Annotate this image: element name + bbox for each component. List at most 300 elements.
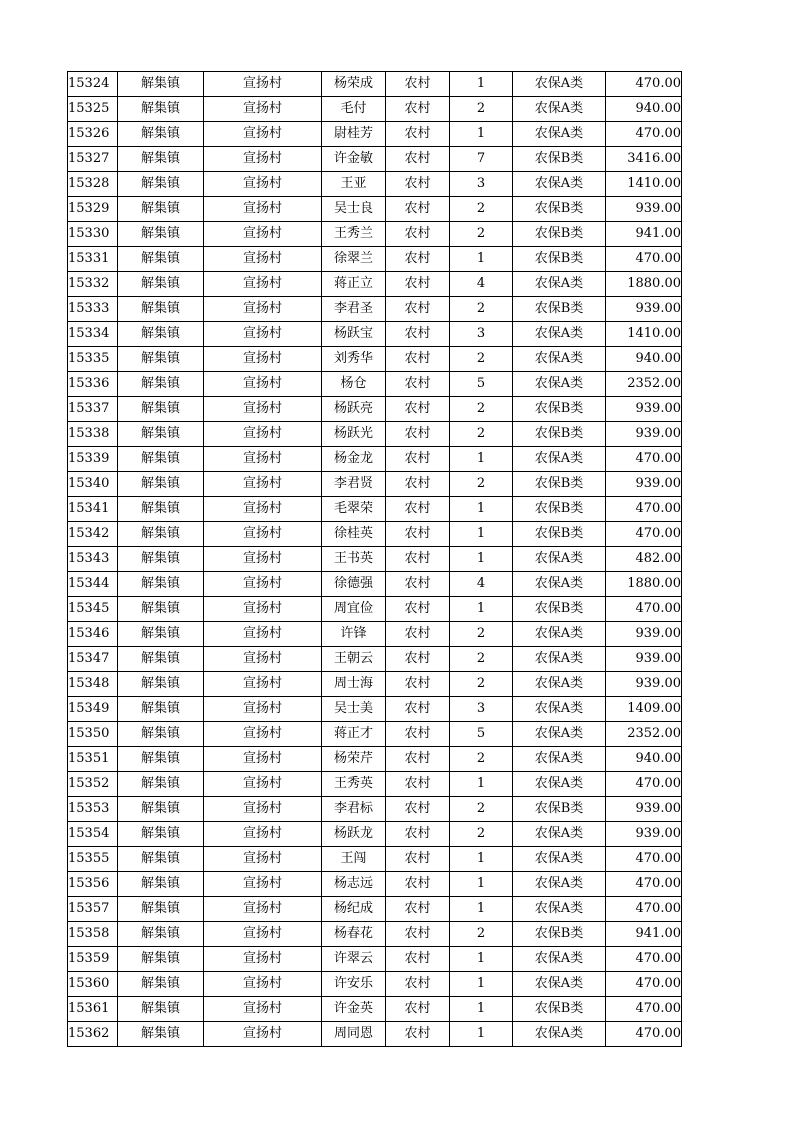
area-type-cell: 农村 [386,222,450,247]
name-cell: 杨跃龙 [322,822,386,847]
area-type-cell: 农村 [386,972,450,997]
amount-cell: 1880.00 [606,572,682,597]
town-cell: 解集镇 [118,697,204,722]
count-cell: 2 [450,472,513,497]
table-row [68,772,682,797]
village-cell: 宣扬村 [204,422,322,447]
area-type-cell: 农村 [386,872,450,897]
serial-cell: 15354 [68,822,118,847]
table-row [68,122,682,147]
serial-cell: 15339 [68,447,118,472]
area-type-cell: 农村 [386,97,450,122]
serial-cell: 15333 [68,297,118,322]
name-cell: 李君圣 [322,297,386,322]
amount-cell: 1410.00 [606,172,682,197]
amount-cell: 470.00 [606,972,682,997]
name-cell: 李君贤 [322,472,386,497]
town-cell: 解集镇 [118,647,204,672]
table-row [68,747,682,772]
table-row [68,447,682,472]
serial-cell: 15351 [68,747,118,772]
count-cell: 2 [450,197,513,222]
category-cell: 农保B类 [513,422,606,447]
amount-cell: 941.00 [606,922,682,947]
amount-cell: 470.00 [606,997,682,1022]
amount-cell: 470.00 [606,872,682,897]
area-type-cell: 农村 [386,497,450,522]
amount-cell: 939.00 [606,422,682,447]
name-cell: 杨荣芹 [322,747,386,772]
village-cell: 宣扬村 [204,247,322,272]
count-cell: 5 [450,372,513,397]
category-cell: 农保B类 [513,597,606,622]
town-cell: 解集镇 [118,397,204,422]
serial-cell: 15348 [68,672,118,697]
count-cell: 1 [450,997,513,1022]
area-type-cell: 农村 [386,647,450,672]
category-cell: 农保A类 [513,972,606,997]
name-cell: 王书英 [322,547,386,572]
count-cell: 2 [450,647,513,672]
village-cell: 宣扬村 [204,997,322,1022]
area-type-cell: 农村 [386,297,450,322]
name-cell: 徐德强 [322,572,386,597]
serial-cell: 15341 [68,497,118,522]
town-cell: 解集镇 [118,447,204,472]
town-cell: 解集镇 [118,822,204,847]
table-row [68,722,682,747]
village-cell: 宣扬村 [204,872,322,897]
village-cell: 宣扬村 [204,622,322,647]
serial-cell: 15335 [68,347,118,372]
name-cell: 蒋正立 [322,272,386,297]
town-cell: 解集镇 [118,547,204,572]
village-cell: 宣扬村 [204,272,322,297]
town-cell: 解集镇 [118,172,204,197]
village-cell: 宣扬村 [204,772,322,797]
count-cell: 2 [450,347,513,372]
area-type-cell: 农村 [386,422,450,447]
count-cell: 2 [450,622,513,647]
table-row [68,872,682,897]
serial-cell: 15359 [68,947,118,972]
category-cell: 农保A类 [513,722,606,747]
count-cell: 2 [450,672,513,697]
amount-cell: 470.00 [606,247,682,272]
village-cell: 宣扬村 [204,947,322,972]
town-cell: 解集镇 [118,472,204,497]
category-cell: 农保A类 [513,822,606,847]
table-row [68,547,682,572]
count-cell: 3 [450,172,513,197]
category-cell: 农保B类 [513,297,606,322]
serial-cell: 15334 [68,322,118,347]
count-cell: 7 [450,147,513,172]
area-type-cell: 农村 [386,347,450,372]
village-cell: 宣扬村 [204,897,322,922]
town-cell: 解集镇 [118,797,204,822]
count-cell: 1 [450,847,513,872]
count-cell: 2 [450,797,513,822]
count-cell: 2 [450,297,513,322]
area-type-cell: 农村 [386,322,450,347]
town-cell: 解集镇 [118,947,204,972]
serial-cell: 15350 [68,722,118,747]
area-type-cell: 农村 [386,747,450,772]
area-type-cell: 农村 [386,197,450,222]
name-cell: 杨跃宝 [322,322,386,347]
table-row [68,347,682,372]
category-cell: 农保B类 [513,247,606,272]
table-row [68,1022,682,1047]
table-row [68,822,682,847]
count-cell: 1 [450,772,513,797]
area-type-cell: 农村 [386,447,450,472]
table-row [68,647,682,672]
town-cell: 解集镇 [118,147,204,172]
table-row [68,422,682,447]
table-row [68,972,682,997]
serial-cell: 15344 [68,572,118,597]
amount-cell: 940.00 [606,347,682,372]
count-cell: 1 [450,597,513,622]
village-cell: 宣扬村 [204,597,322,622]
amount-cell: 1880.00 [606,272,682,297]
serial-cell: 15357 [68,897,118,922]
town-cell: 解集镇 [118,597,204,622]
village-cell: 宣扬村 [204,722,322,747]
serial-cell: 15329 [68,197,118,222]
amount-cell: 939.00 [606,672,682,697]
serial-cell: 15347 [68,647,118,672]
table-row [68,622,682,647]
category-cell: 农保B类 [513,997,606,1022]
amount-cell: 482.00 [606,547,682,572]
table-row [68,197,682,222]
name-cell: 杨春花 [322,922,386,947]
village-cell: 宣扬村 [204,122,322,147]
count-cell: 1 [450,247,513,272]
area-type-cell: 农村 [386,372,450,397]
category-cell: 农保B类 [513,522,606,547]
town-cell: 解集镇 [118,347,204,372]
town-cell: 解集镇 [118,872,204,897]
town-cell: 解集镇 [118,522,204,547]
area-type-cell: 农村 [386,522,450,547]
category-cell: 农保A类 [513,372,606,397]
count-cell: 2 [450,822,513,847]
category-cell: 农保A类 [513,547,606,572]
category-cell: 农保A类 [513,847,606,872]
table-row [68,922,682,947]
category-cell: 农保A类 [513,672,606,697]
town-cell: 解集镇 [118,772,204,797]
table-row [68,97,682,122]
name-cell: 毛付 [322,97,386,122]
table-row [68,497,682,522]
village-cell: 宣扬村 [204,747,322,772]
count-cell: 1 [450,547,513,572]
amount-cell: 470.00 [606,597,682,622]
village-cell: 宣扬村 [204,72,322,97]
name-cell: 周同恩 [322,1022,386,1047]
category-cell: 农保A类 [513,72,606,97]
village-cell: 宣扬村 [204,372,322,397]
count-cell: 2 [450,222,513,247]
serial-cell: 15346 [68,622,118,647]
name-cell: 许金敏 [322,147,386,172]
name-cell: 李君标 [322,797,386,822]
name-cell: 周宜俭 [322,597,386,622]
village-cell: 宣扬村 [204,847,322,872]
area-type-cell: 农村 [386,72,450,97]
town-cell: 解集镇 [118,197,204,222]
amount-cell: 941.00 [606,222,682,247]
category-cell: 农保B类 [513,197,606,222]
serial-cell: 15345 [68,597,118,622]
village-cell: 宣扬村 [204,697,322,722]
category-cell: 农保B类 [513,497,606,522]
count-cell: 3 [450,697,513,722]
name-cell: 杨仓 [322,372,386,397]
town-cell: 解集镇 [118,897,204,922]
village-cell: 宣扬村 [204,147,322,172]
town-cell: 解集镇 [118,572,204,597]
amount-cell: 939.00 [606,397,682,422]
category-cell: 农保B类 [513,922,606,947]
town-cell: 解集镇 [118,997,204,1022]
serial-cell: 15358 [68,922,118,947]
village-cell: 宣扬村 [204,197,322,222]
amount-cell: 3416.00 [606,147,682,172]
serial-cell: 15337 [68,397,118,422]
area-type-cell: 农村 [386,722,450,747]
serial-cell: 15342 [68,522,118,547]
category-cell: 农保A类 [513,747,606,772]
count-cell: 1 [450,897,513,922]
village-cell: 宣扬村 [204,572,322,597]
amount-cell: 470.00 [606,772,682,797]
table-row [68,472,682,497]
amount-cell: 939.00 [606,197,682,222]
town-cell: 解集镇 [118,497,204,522]
area-type-cell: 农村 [386,1022,450,1047]
table-row [68,697,682,722]
area-type-cell: 农村 [386,672,450,697]
town-cell: 解集镇 [118,297,204,322]
data-table [67,71,682,1047]
count-cell: 1 [450,947,513,972]
serial-cell: 15360 [68,972,118,997]
category-cell: 农保A类 [513,322,606,347]
name-cell: 杨荣成 [322,72,386,97]
amount-cell: 2352.00 [606,372,682,397]
category-cell: 农保B类 [513,222,606,247]
village-cell: 宣扬村 [204,522,322,547]
table-row [68,797,682,822]
amount-cell: 470.00 [606,897,682,922]
town-cell: 解集镇 [118,272,204,297]
count-cell: 4 [450,272,513,297]
name-cell: 王闯 [322,847,386,872]
category-cell: 农保B类 [513,797,606,822]
area-type-cell: 农村 [386,397,450,422]
serial-cell: 15330 [68,222,118,247]
category-cell: 农保B类 [513,397,606,422]
spreadsheet-page [67,71,682,1047]
village-cell: 宣扬村 [204,972,322,997]
village-cell: 宣扬村 [204,672,322,697]
table-row [68,247,682,272]
category-cell: 农保A类 [513,772,606,797]
area-type-cell: 农村 [386,847,450,872]
town-cell: 解集镇 [118,847,204,872]
area-type-cell: 农村 [386,122,450,147]
area-type-cell: 农村 [386,147,450,172]
count-cell: 1 [450,497,513,522]
category-cell: 农保A类 [513,572,606,597]
serial-cell: 15328 [68,172,118,197]
area-type-cell: 农村 [386,597,450,622]
village-cell: 宣扬村 [204,297,322,322]
serial-cell: 15325 [68,97,118,122]
category-cell: 农保A类 [513,872,606,897]
table-row [68,72,682,97]
count-cell: 4 [450,572,513,597]
amount-cell: 470.00 [606,522,682,547]
village-cell: 宣扬村 [204,222,322,247]
name-cell: 王亚 [322,172,386,197]
table-row [68,997,682,1022]
area-type-cell: 农村 [386,897,450,922]
name-cell: 吴士良 [322,197,386,222]
amount-cell: 939.00 [606,297,682,322]
village-cell: 宣扬村 [204,397,322,422]
village-cell: 宣扬村 [204,172,322,197]
name-cell: 蒋正才 [322,722,386,747]
table-row [68,572,682,597]
serial-cell: 15338 [68,422,118,447]
name-cell: 许金英 [322,997,386,1022]
table-row [68,272,682,297]
category-cell: 农保A类 [513,622,606,647]
serial-cell: 15349 [68,697,118,722]
village-cell: 宣扬村 [204,822,322,847]
category-cell: 农保A类 [513,947,606,972]
name-cell: 王朝云 [322,647,386,672]
village-cell: 宣扬村 [204,1022,322,1047]
category-cell: 农保A类 [513,272,606,297]
category-cell: 农保A类 [513,697,606,722]
table-row [68,597,682,622]
count-cell: 1 [450,1022,513,1047]
town-cell: 解集镇 [118,972,204,997]
amount-cell: 939.00 [606,472,682,497]
town-cell: 解集镇 [118,422,204,447]
town-cell: 解集镇 [118,922,204,947]
category-cell: 农保A类 [513,1022,606,1047]
name-cell: 王秀英 [322,772,386,797]
serial-cell: 15355 [68,847,118,872]
count-cell: 1 [450,447,513,472]
town-cell: 解集镇 [118,72,204,97]
village-cell: 宣扬村 [204,647,322,672]
village-cell: 宣扬村 [204,497,322,522]
count-cell: 2 [450,422,513,447]
table-row [68,522,682,547]
count-cell: 5 [450,722,513,747]
name-cell: 杨纪成 [322,897,386,922]
town-cell: 解集镇 [118,747,204,772]
village-cell: 宣扬村 [204,797,322,822]
category-cell: 农保A类 [513,447,606,472]
category-cell: 农保B类 [513,472,606,497]
serial-cell: 15340 [68,472,118,497]
name-cell: 许翠云 [322,947,386,972]
table-row [68,397,682,422]
town-cell: 解集镇 [118,97,204,122]
count-cell: 1 [450,522,513,547]
serial-cell: 15327 [68,147,118,172]
village-cell: 宣扬村 [204,447,322,472]
table-row [68,897,682,922]
name-cell: 周士海 [322,672,386,697]
amount-cell: 470.00 [606,1022,682,1047]
town-cell: 解集镇 [118,672,204,697]
village-cell: 宣扬村 [204,347,322,372]
town-cell: 解集镇 [118,622,204,647]
serial-cell: 15362 [68,1022,118,1047]
area-type-cell: 农村 [386,797,450,822]
table-row [68,672,682,697]
count-cell: 2 [450,922,513,947]
town-cell: 解集镇 [118,372,204,397]
table-row [68,147,682,172]
category-cell: 农保A类 [513,347,606,372]
amount-cell: 470.00 [606,947,682,972]
name-cell: 许安乐 [322,972,386,997]
category-cell: 农保A类 [513,122,606,147]
area-type-cell: 农村 [386,772,450,797]
area-type-cell: 农村 [386,547,450,572]
count-cell: 3 [450,322,513,347]
town-cell: 解集镇 [118,322,204,347]
amount-cell: 470.00 [606,497,682,522]
area-type-cell: 农村 [386,997,450,1022]
name-cell: 刘秀华 [322,347,386,372]
category-cell: 农保A类 [513,172,606,197]
amount-cell: 939.00 [606,622,682,647]
count-cell: 2 [450,97,513,122]
category-cell: 农保A类 [513,647,606,672]
table-row [68,322,682,347]
amount-cell: 470.00 [606,72,682,97]
serial-cell: 15326 [68,122,118,147]
name-cell: 徐桂英 [322,522,386,547]
amount-cell: 470.00 [606,122,682,147]
area-type-cell: 农村 [386,172,450,197]
name-cell: 徐翠兰 [322,247,386,272]
town-cell: 解集镇 [118,1022,204,1047]
area-type-cell: 农村 [386,272,450,297]
count-cell: 1 [450,972,513,997]
amount-cell: 1409.00 [606,697,682,722]
amount-cell: 940.00 [606,97,682,122]
category-cell: 农保A类 [513,97,606,122]
count-cell: 1 [450,122,513,147]
amount-cell: 939.00 [606,797,682,822]
serial-cell: 15332 [68,272,118,297]
